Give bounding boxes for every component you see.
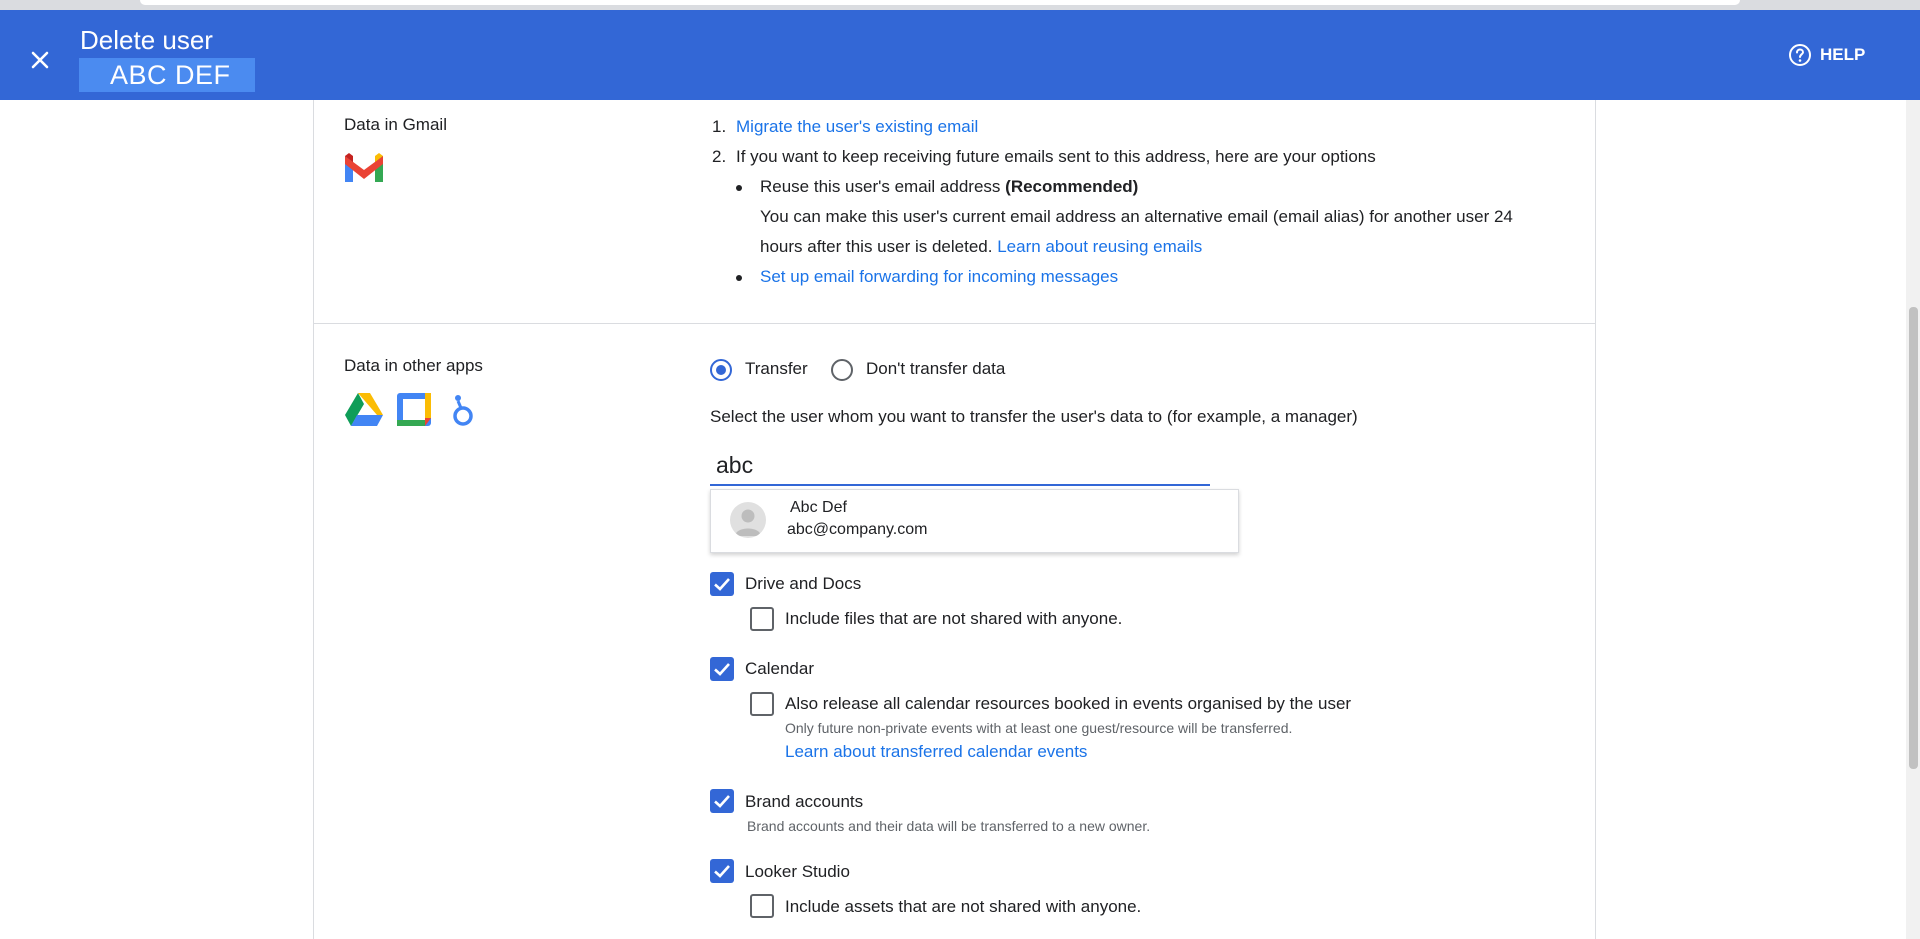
drive-docs-checkbox[interactable] (710, 572, 734, 596)
transfer-radio-label: Transfer (745, 359, 808, 378)
help-icon (1788, 43, 1812, 67)
dont-transfer-radio[interactable] (831, 359, 853, 381)
learn-calendar-events-link[interactable]: Learn about transferred calendar events (785, 742, 1088, 761)
brand-accounts-note: Brand accounts and their data will be transferred to a new owner. (747, 818, 1151, 834)
drive-unshared-files-checkbox[interactable] (750, 607, 774, 631)
bullet-marker (736, 185, 742, 191)
drive-icon (345, 393, 383, 426)
calendar-note: Only future non-private events with at least one guest/resource will be transferred. (785, 720, 1293, 736)
calendar-icon (397, 393, 431, 426)
person-icon (730, 502, 766, 538)
scrollbar-thumb[interactable] (1909, 307, 1918, 769)
gmail-section-label: Data in Gmail (344, 115, 447, 134)
help-button[interactable] (1788, 43, 1865, 67)
brand-accounts-checkbox[interactable] (710, 789, 734, 813)
suggestion-name: Abc Def (790, 499, 847, 516)
select-user-prompt: Select the user whom you want to transfer the user's data to (for example, a manager) (710, 407, 1358, 426)
checkmark-icon (710, 572, 734, 596)
user-suggestion-item[interactable] (710, 489, 1239, 553)
brand-accounts-label: Brand accounts (745, 792, 864, 811)
user-name: ABC DEF (110, 60, 231, 90)
gmail-icon (345, 152, 383, 182)
browser-top-strip (0, 0, 1920, 10)
section-divider (313, 323, 1595, 324)
dont-transfer-radio-label: Don't transfer data (866, 359, 1006, 378)
step-2-text: If you want to keep receiving future emails sent to this address, here are your options (736, 147, 1376, 166)
close-button[interactable] (22, 42, 58, 78)
close-icon (30, 50, 50, 70)
calendar-release-resources-label: Also release all calendar resources booked in events organised by the user (785, 694, 1352, 713)
drive-unshared-files-label: Include files that are not shared with anyone. (785, 609, 1123, 628)
address-bar-edge (140, 0, 1740, 5)
migrate-email-link[interactable]: Migrate the user's existing email (736, 117, 979, 136)
dialog-title: Delete user (80, 25, 213, 55)
looker-unshared-assets-checkbox[interactable] (750, 894, 774, 918)
other-apps-section-label: Data in other apps (344, 356, 483, 375)
checkmark-icon (710, 789, 734, 813)
transfer-radio[interactable] (710, 359, 732, 381)
email-forwarding-link[interactable]: Set up email forwarding for incoming messages (760, 267, 1119, 286)
bullet-marker (736, 275, 742, 281)
suggestion-email: abc@company.com (787, 521, 928, 538)
step-1-number: 1. (712, 117, 727, 136)
calendar-release-resources-checkbox[interactable] (750, 692, 774, 716)
looker-unshared-assets-label: Include assets that are not shared with anyone. (785, 897, 1142, 916)
looker-studio-icon (451, 391, 475, 427)
drive-docs-label: Drive and Docs (745, 574, 862, 593)
reuse-desc-text: hours after this user is deleted. (760, 237, 993, 256)
reuse-email-text: Reuse this user's email address (760, 177, 1001, 196)
recommended-label: (Recommended) (1005, 177, 1139, 196)
calendar-label: Calendar (745, 659, 814, 678)
checkmark-icon (710, 859, 734, 883)
looker-studio-label: Looker Studio (745, 862, 850, 881)
step-2-number: 2. (712, 147, 727, 166)
calendar-checkbox[interactable] (710, 657, 734, 681)
checkmark-icon (710, 657, 734, 681)
avatar (730, 502, 766, 538)
learn-reusing-emails-link[interactable]: Learn about reusing emails (997, 237, 1203, 256)
reuse-desc-line1: You can make this user's current email address an alternative email (email alias) for another user 24 (760, 207, 1513, 226)
transfer-user-search-input[interactable] (710, 446, 1210, 486)
reuse-email-option (760, 177, 1138, 197)
dialog-header (0, 10, 1920, 100)
help-label: HELP (1820, 45, 1866, 64)
reuse-desc-line2 (760, 237, 1202, 257)
looker-studio-checkbox[interactable] (710, 859, 734, 883)
